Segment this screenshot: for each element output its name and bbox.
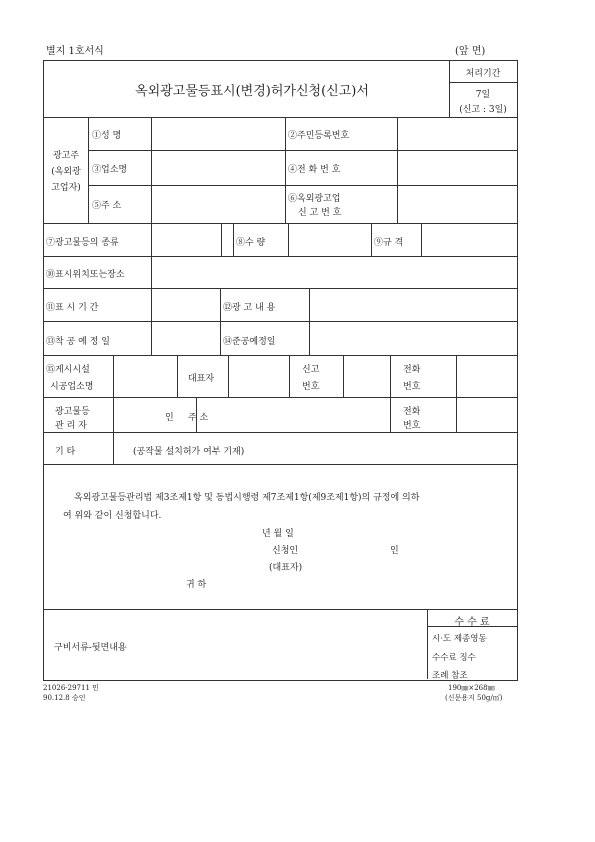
required-documents: 구비서류-뒷면내용 [54, 643, 127, 653]
manager-phone-label: 전화 [403, 407, 421, 417]
applicant-group-label: 광고주 [52, 151, 80, 161]
business-name-label: ③업소명 [92, 165, 128, 175]
form-title: 옥외광고물등표시(변경)허가신청(신고)서 [135, 84, 369, 99]
report-period: (신고 : 3일) [459, 105, 507, 115]
approval-date: 90.12.8 승인 [43, 694, 86, 702]
fee-line: 수수료 징수 [432, 653, 476, 663]
other-note: (공작물 설치허가 여부 기재) [133, 447, 245, 457]
date-line: 년 월 일 [262, 529, 294, 539]
report-number-label: 신 고 번 호 [298, 208, 342, 218]
fee-title: 수 수 료 [454, 617, 490, 628]
manager-address-label: 주 소 [188, 413, 209, 423]
applicant-group-label: (옥외광 [51, 167, 81, 177]
installer-label: 시공업소명 [50, 382, 94, 392]
processing-period: 7일 [475, 90, 491, 100]
start-date-label: ⑬착 공 예 정 일 [46, 337, 110, 347]
quantity-label: ⑧수 량 [236, 238, 266, 248]
ad-content-label: ⑫광 고 내 용 [223, 303, 276, 313]
manager-phone-label: 번호 [403, 421, 421, 431]
recipient-label: 귀 하 [186, 580, 207, 590]
representative-label: 대표자 [188, 374, 215, 384]
page-side-label: (앞 면) [455, 46, 486, 57]
display-period-label: ⑪표 시 기 간 [46, 303, 99, 313]
fee-line: 시·도 제종영동 [432, 634, 487, 644]
installer-report-label: 신고 [302, 365, 320, 375]
applicant-group-label: 고업자) [51, 183, 81, 193]
representative-note: (대표자) [269, 563, 303, 573]
form-number: 별지 1호서식 [46, 46, 104, 57]
resident-number-label: ②주민등록번호 [288, 131, 350, 141]
address-label: ⑤주 소 [92, 201, 122, 211]
installer-label: ⑮게시시설 [46, 365, 90, 375]
declaration-text: 여 위와 같이 신청합니다. [63, 511, 162, 521]
paper-type: (신문용지 50g/㎡) [445, 694, 503, 702]
declaration-text: 옥외광고물등관리법 제3조제1항 및 동법시행령 제7조제1항(제9조제1항)의 규정에 의하 [74, 493, 420, 503]
report-number-label: ⑥옥외광고업 [288, 194, 341, 204]
manager-label: 광고물등 [55, 407, 90, 417]
paper-size: 190㎜×268㎜ [448, 684, 495, 692]
size-label: ⑨규 격 [374, 238, 404, 248]
processing-label: 처리기간 [465, 69, 501, 79]
manager-label: 관 리 자 [55, 421, 87, 431]
form-code: 21026-29711 민 [43, 684, 99, 692]
applicant-signature-label: 신청인 [272, 546, 299, 556]
form-frame [43, 60, 518, 681]
completion-date-label: ⑭준공예정일 [223, 337, 276, 347]
location-label: ⑩표시위치또는장소 [46, 270, 125, 280]
installer-phone-label: 번호 [403, 382, 421, 392]
seal-label: 인 [390, 546, 399, 556]
other-label: 기 타 [55, 447, 76, 457]
manager-person-label: 인 [165, 413, 174, 423]
name-label: ①성 명 [92, 131, 122, 141]
fee-line: 조례 참조 [432, 671, 468, 681]
ad-type-label: ⑦광고물등의 종류 [46, 238, 119, 248]
installer-report-label: 번호 [302, 382, 320, 392]
phone-label: ④전 화 번 호 [288, 165, 341, 175]
installer-phone-label: 전화 [403, 365, 421, 375]
